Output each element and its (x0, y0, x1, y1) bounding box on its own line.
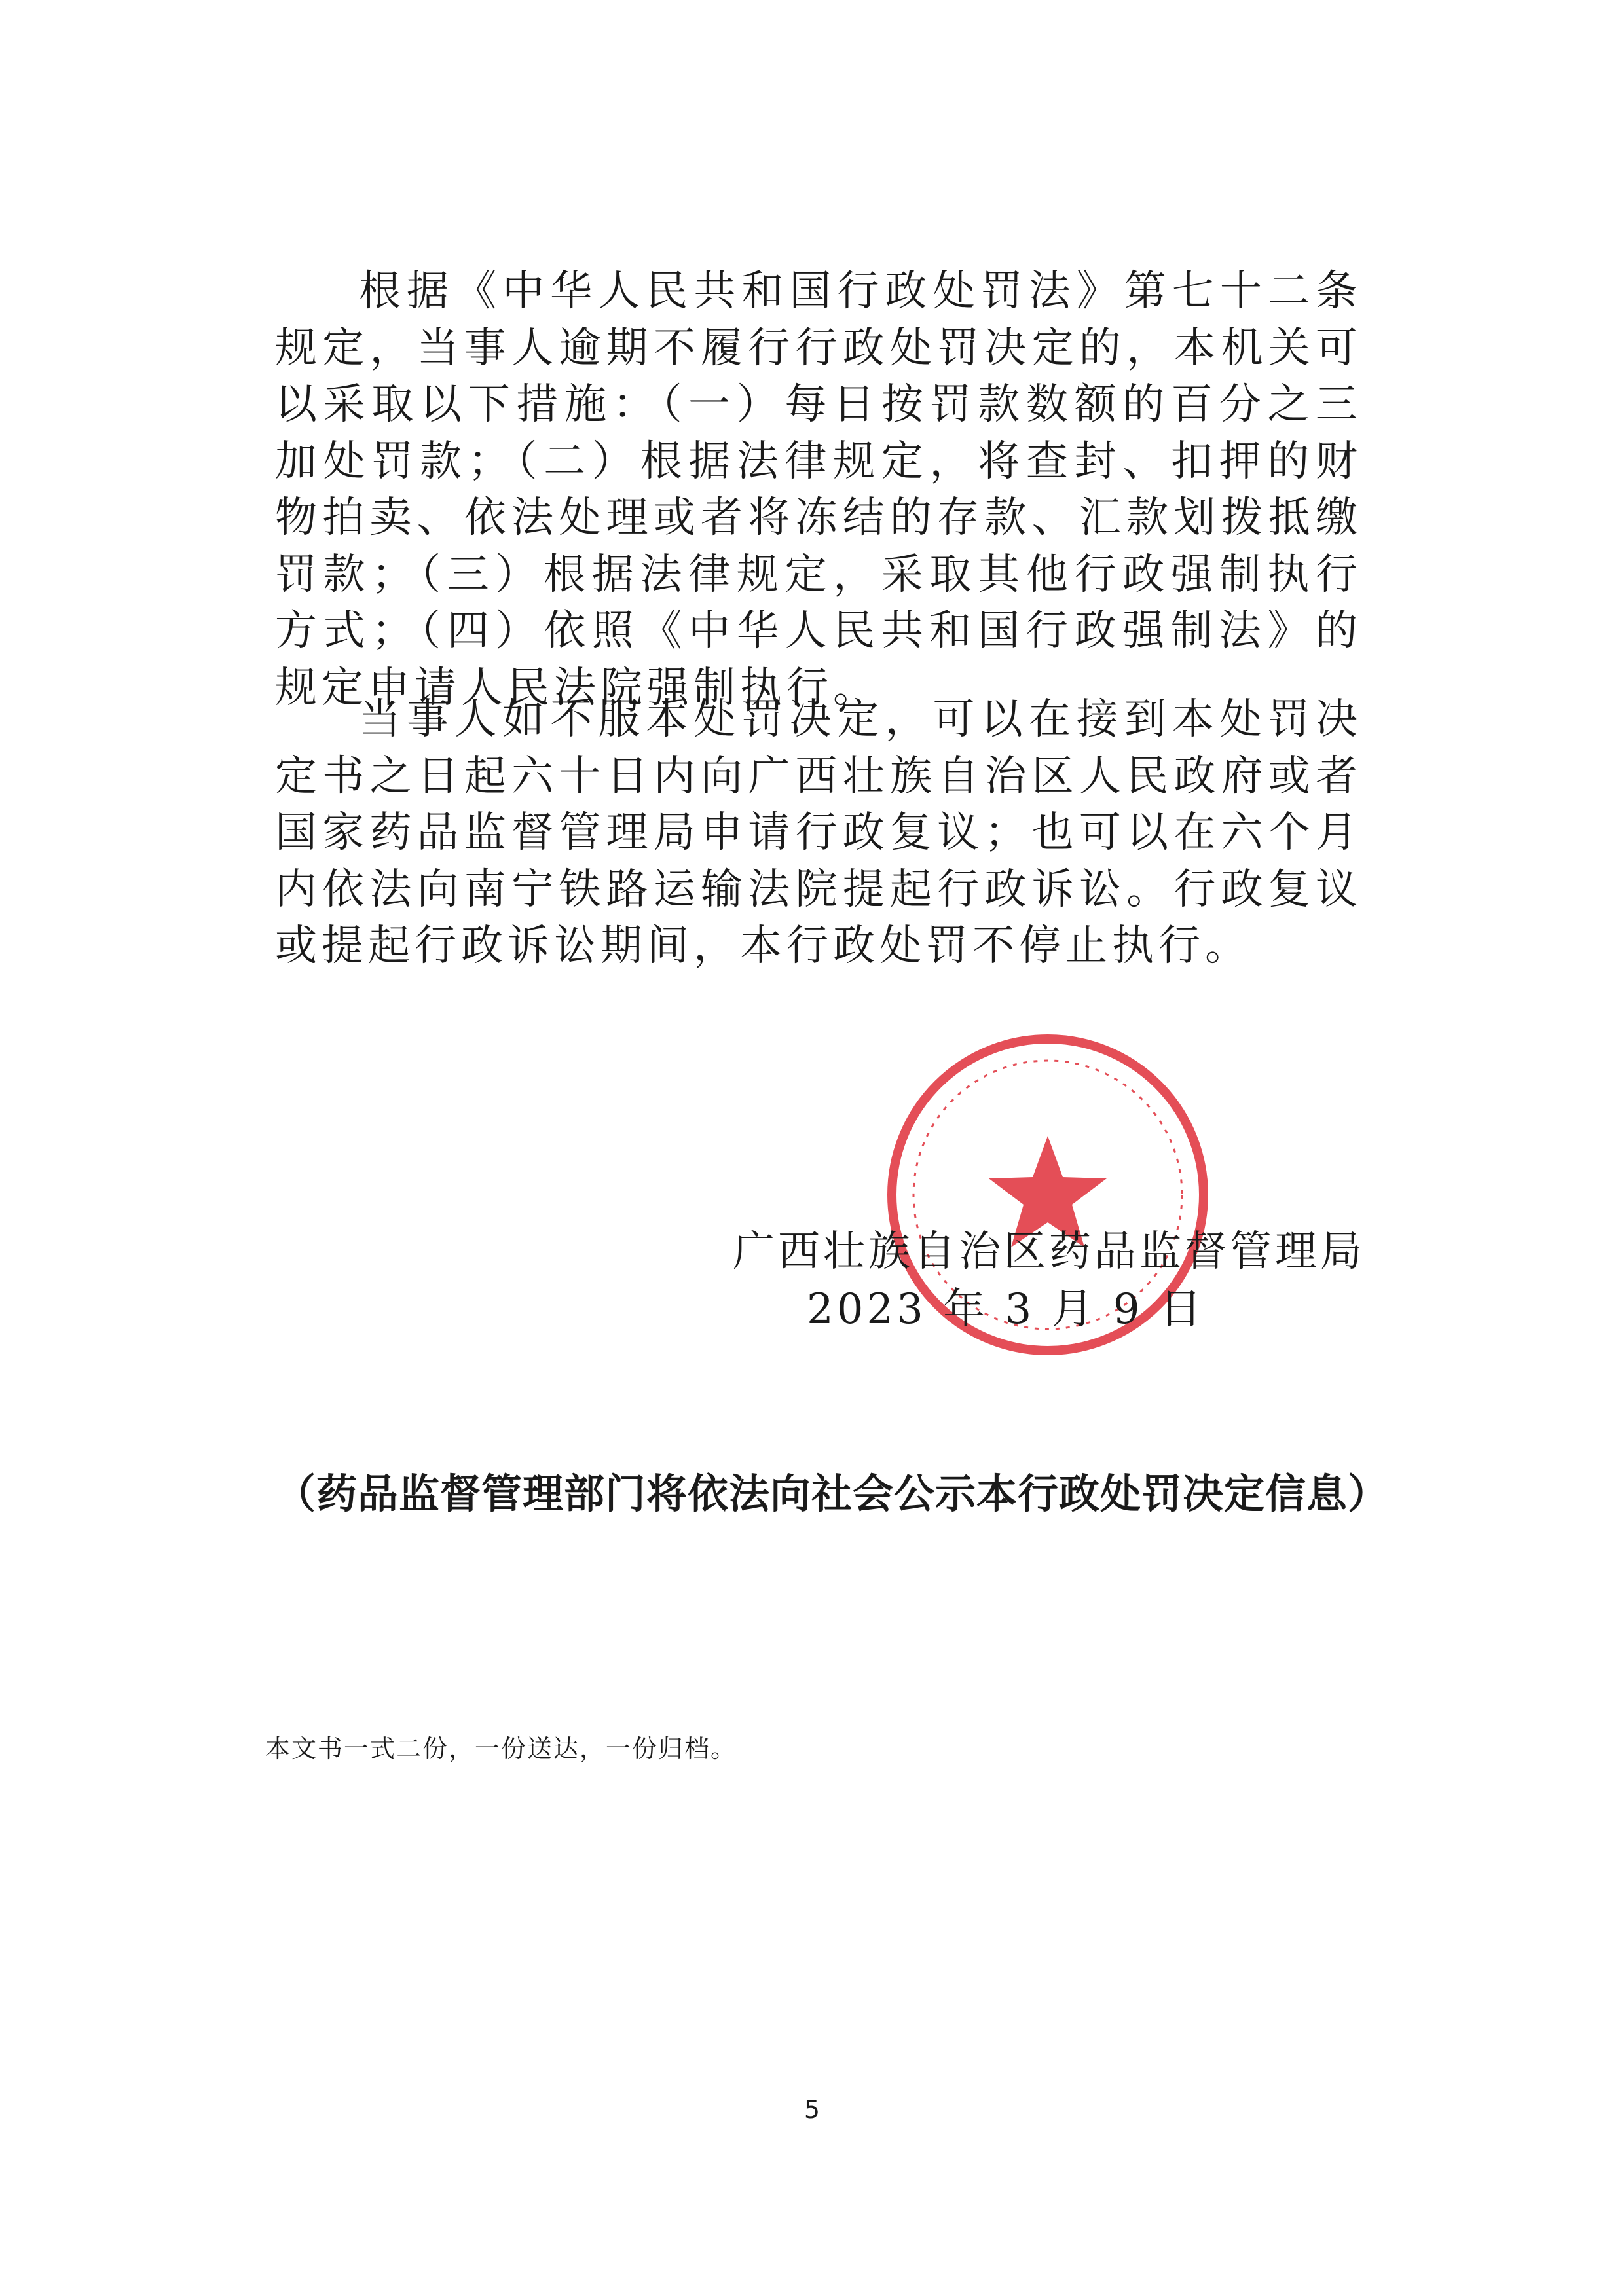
enforcement-paragraph: 根据《中华人民共和国行政处罚法》第七十二条规定，当事人逾期不履行行政处罚决定的，本机关可以采取以下措施：（一）每日按罚款数额的百分之三加处罚款；（二）根据法律规定，将查封、扣押的财物拍卖、依法处理或者将冻结的存款、汇款划拨抵缴罚款；（三）根据法律规定，采取其他行政强制执行方式；（四）依照《中华人民共和国行政强制法》的规定申请人民法院强制执行。 (275, 267, 1362, 712)
appeal-paragraph: 当事人如不服本处罚决定，可以在接到本处罚决定书之日起六十日内向广西壮族自治区人民政府或者国家药品监督管理局申请行政复议；也可以在六个月内依法向南宁铁路运输法院提起行政诉讼。行政复议或提起行政诉讼期间，本行政处罚不停止执行。 (275, 695, 1362, 970)
public-disclosure-notice: （药品监督管理部门将依法向社会公示本行政处罚决定信息） (275, 1470, 1390, 1518)
issuing-authority: 广西壮族自治区药品监督管理局 (733, 1228, 1365, 1276)
page-number: 5 (803, 2095, 821, 2124)
issue-date: 2023 年 3 月 9 日 (806, 1285, 1205, 1334)
copies-note: 本文书一式二份，一份送达，一份归档。 (265, 1734, 737, 1763)
